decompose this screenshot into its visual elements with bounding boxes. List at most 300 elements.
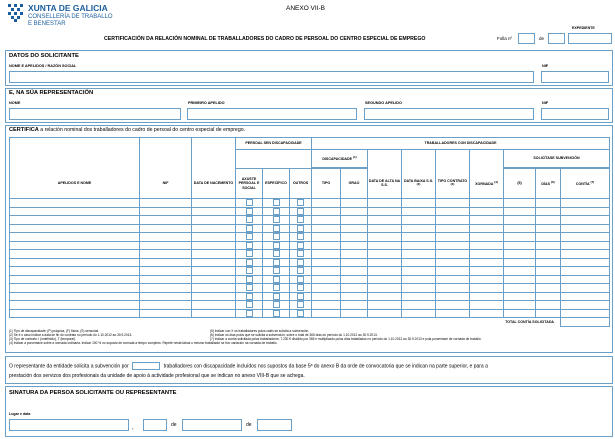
dept-line-1: CONSELLERÍA DE TRABALLO <box>28 14 113 20</box>
table-cell[interactable] <box>436 309 470 318</box>
checkbox-cell[interactable] <box>263 309 290 318</box>
table-cell[interactable] <box>402 241 436 250</box>
table-cell[interactable] <box>436 207 470 216</box>
table-cell[interactable] <box>470 241 504 250</box>
table-cell[interactable] <box>561 241 610 250</box>
row-checkbox[interactable] <box>297 225 304 232</box>
table-cell[interactable] <box>140 250 192 259</box>
table-cell[interactable] <box>368 258 402 267</box>
col-tipo: TIPO <box>312 169 341 199</box>
checkbox-cell[interactable] <box>263 241 290 250</box>
checkbox-cell[interactable] <box>263 224 290 233</box>
row-checkbox[interactable] <box>297 242 304 249</box>
checkbox-cell[interactable] <box>290 250 312 259</box>
table-cell[interactable] <box>10 292 140 301</box>
table-cell[interactable] <box>504 250 536 259</box>
table-cell[interactable] <box>140 233 192 242</box>
form-title: CERTIFICACIÓN DA RELACIÓN NOMINAL DE TRABALLADORES DO CADRO DE PERSOAL DO CENTRO ESPECIAL DE EMPREGO <box>104 36 426 42</box>
table-cell[interactable] <box>470 207 504 216</box>
representative-surname1-field[interactable] <box>187 108 357 120</box>
row-checkbox[interactable] <box>297 199 304 206</box>
table-cell[interactable] <box>402 258 436 267</box>
row-checkbox[interactable] <box>246 225 253 232</box>
table-cell[interactable] <box>436 275 470 284</box>
row-checkbox[interactable] <box>297 208 304 215</box>
year-field[interactable] <box>257 419 292 431</box>
checkbox-cell[interactable] <box>236 241 263 250</box>
table-cell[interactable] <box>436 199 470 208</box>
table-cell[interactable] <box>402 275 436 284</box>
checkbox-cell[interactable] <box>263 258 290 267</box>
row-checkbox[interactable] <box>246 259 253 266</box>
footnote-5: (5) Indicar cun X os traballadores polos cales se solicita a subvención. <box>210 329 310 333</box>
applicant-nif-field[interactable] <box>541 71 609 83</box>
table-cell[interactable] <box>536 241 561 250</box>
row-checkbox[interactable] <box>297 233 304 240</box>
table-cell[interactable] <box>312 309 341 318</box>
table-cell[interactable] <box>10 233 140 242</box>
table-cell[interactable] <box>10 275 140 284</box>
checkbox-cell[interactable] <box>236 216 263 225</box>
table-cell[interactable] <box>192 275 236 284</box>
table-cell[interactable] <box>436 301 470 310</box>
table-cell[interactable] <box>368 301 402 310</box>
table-cell[interactable] <box>436 267 470 276</box>
table-cell[interactable] <box>192 267 236 276</box>
row-checkbox[interactable] <box>246 276 253 283</box>
table-cell[interactable] <box>504 284 536 293</box>
table-cell[interactable] <box>341 233 368 242</box>
table-cell[interactable] <box>312 224 341 233</box>
table-cell[interactable] <box>504 233 536 242</box>
checkbox-cell[interactable] <box>290 284 312 293</box>
table-cell[interactable] <box>368 199 402 208</box>
table-cell[interactable] <box>561 284 610 293</box>
table-cell[interactable] <box>192 207 236 216</box>
table-cell[interactable] <box>312 241 341 250</box>
table-cell[interactable] <box>504 292 536 301</box>
checkbox-cell[interactable] <box>263 275 290 284</box>
applicant-nif-label: NIF <box>542 64 549 68</box>
table-cell[interactable] <box>402 233 436 242</box>
checkbox-cell[interactable] <box>236 207 263 216</box>
table-cell[interactable] <box>312 207 341 216</box>
table-cell[interactable] <box>368 241 402 250</box>
declaration-line-1 <box>9 362 488 370</box>
table-cell[interactable] <box>402 216 436 225</box>
table-cell[interactable] <box>341 250 368 259</box>
footnote-4: (4) Indicar a porcentaxe sobre a xornada ordinaria. Indicar 100 % no suposto de xornada a tempo completo. Repetir nesta táboa o mesmo traballador se tivo variación na xornada de traballo. <box>9 341 278 345</box>
row-checkbox[interactable] <box>273 225 280 232</box>
table-cell[interactable] <box>561 207 610 216</box>
row-checkbox[interactable] <box>273 216 280 223</box>
table-cell[interactable] <box>341 301 368 310</box>
checkbox-cell[interactable] <box>263 301 290 310</box>
table-cell[interactable] <box>402 267 436 276</box>
checkbox-cell[interactable] <box>263 284 290 293</box>
table-cell[interactable] <box>10 216 140 225</box>
checkbox-cell[interactable] <box>290 267 312 276</box>
table-cell[interactable] <box>561 250 610 259</box>
row-checkbox[interactable] <box>297 250 304 257</box>
row-checkbox[interactable] <box>246 216 253 223</box>
table-cell[interactable] <box>470 284 504 293</box>
applicant-section-title: DATOS DO SOLICITANTE <box>9 53 79 59</box>
table-cell[interactable] <box>402 199 436 208</box>
applicant-name-field[interactable] <box>9 71 534 83</box>
table-cell[interactable] <box>561 301 610 310</box>
table-cell[interactable] <box>561 224 610 233</box>
table-cell[interactable] <box>10 241 140 250</box>
table-cell[interactable] <box>368 275 402 284</box>
table-cell[interactable] <box>312 233 341 242</box>
table-cell[interactable] <box>470 309 504 318</box>
table-cell[interactable] <box>402 207 436 216</box>
table-cell[interactable] <box>10 301 140 310</box>
row-checkbox[interactable] <box>297 259 304 266</box>
row-checkbox[interactable] <box>297 293 304 300</box>
table-cell[interactable] <box>368 309 402 318</box>
workers-count-field[interactable] <box>132 362 160 370</box>
table-cell[interactable] <box>402 224 436 233</box>
checkbox-cell[interactable] <box>290 241 312 250</box>
table-cell[interactable] <box>140 267 192 276</box>
table-cell[interactable] <box>504 258 536 267</box>
table-cell[interactable] <box>192 216 236 225</box>
checkbox-cell[interactable] <box>290 292 312 301</box>
table-cell[interactable] <box>140 258 192 267</box>
row-checkbox[interactable] <box>273 250 280 257</box>
checkbox-cell[interactable] <box>236 301 263 310</box>
col-dias: DÍAS $^{(6)}$ <box>536 169 561 199</box>
row-checkbox[interactable] <box>297 216 304 223</box>
table-cell[interactable] <box>192 284 236 293</box>
table-cell[interactable] <box>341 207 368 216</box>
table-cell[interactable] <box>192 199 236 208</box>
checkbox-cell[interactable] <box>290 301 312 310</box>
org-name: XUNTA DE GALICIA <box>28 3 108 13</box>
checkbox-cell[interactable] <box>236 267 263 276</box>
col-tipo-contrato: TIPO CONTRATO $^{(3)}$ <box>436 169 470 199</box>
row-checkbox[interactable] <box>273 259 280 266</box>
checkbox-cell[interactable] <box>236 292 263 301</box>
table-cell[interactable] <box>368 267 402 276</box>
table-cell[interactable] <box>368 292 402 301</box>
table-row <box>10 224 610 233</box>
row-checkbox[interactable] <box>273 267 280 274</box>
table-cell[interactable] <box>436 258 470 267</box>
table-cell[interactable] <box>470 301 504 310</box>
checkbox-cell[interactable] <box>236 250 263 259</box>
representative-section-title: E, NA SÚA REPRESENTACIÓN <box>9 90 94 96</box>
table-cell[interactable] <box>470 258 504 267</box>
row-checkbox[interactable] <box>246 293 253 300</box>
total-field[interactable] <box>561 318 610 327</box>
row-checkbox[interactable] <box>246 250 253 257</box>
table-cell[interactable] <box>470 267 504 276</box>
table-cell[interactable] <box>312 216 341 225</box>
table-cell[interactable] <box>436 284 470 293</box>
table-cell[interactable] <box>10 284 140 293</box>
table-cell[interactable] <box>140 275 192 284</box>
table-cell[interactable] <box>470 292 504 301</box>
checkbox-cell[interactable] <box>290 207 312 216</box>
table-cell[interactable] <box>140 309 192 318</box>
table-cell[interactable] <box>536 309 561 318</box>
table-row <box>10 216 610 225</box>
table-cell[interactable] <box>561 199 610 208</box>
checkbox-cell[interactable] <box>236 199 263 208</box>
representative-name-field[interactable] <box>9 108 181 120</box>
table-cell[interactable] <box>561 267 610 276</box>
row-checkbox[interactable] <box>273 276 280 283</box>
table-cell[interactable] <box>140 224 192 233</box>
footnote-6: (6) Indicar os días polos que se solicita a subvención, sobre o total de 365 días do período do 1.10.2012 ao 30.9.2013. <box>210 333 378 337</box>
table-cell[interactable] <box>341 224 368 233</box>
table-cell[interactable] <box>536 207 561 216</box>
row-checkbox[interactable] <box>273 284 280 291</box>
table-cell[interactable] <box>561 292 610 301</box>
table-cell[interactable] <box>561 216 610 225</box>
checkbox-cell[interactable] <box>290 224 312 233</box>
checkbox-cell[interactable] <box>236 233 263 242</box>
col-contia: CONTÍA $^{(7)}$ <box>561 169 610 199</box>
table-cell[interactable] <box>536 199 561 208</box>
row-checkbox[interactable] <box>273 233 280 240</box>
table-cell[interactable] <box>312 199 341 208</box>
row-checkbox[interactable] <box>246 310 253 317</box>
table-cell[interactable] <box>192 241 236 250</box>
row-checkbox[interactable] <box>273 242 280 249</box>
table-cell[interactable] <box>10 258 140 267</box>
col-data-nacemento: DATA DE NACEMENTO <box>192 169 236 199</box>
table-cell[interactable] <box>536 292 561 301</box>
table-cell[interactable] <box>312 275 341 284</box>
row-checkbox[interactable] <box>246 301 253 308</box>
row-checkbox[interactable] <box>273 301 280 308</box>
table-cell[interactable] <box>561 275 610 284</box>
table-cell[interactable] <box>561 258 610 267</box>
checkbox-cell[interactable] <box>263 199 290 208</box>
table-cell[interactable] <box>470 224 504 233</box>
table-cell[interactable] <box>312 267 341 276</box>
place-field[interactable] <box>9 419 129 431</box>
table-cell[interactable] <box>402 301 436 310</box>
table-cell[interactable] <box>312 301 341 310</box>
col-discapacidade: DISCAPACIDADE $^{(1)}$ <box>312 150 368 168</box>
row-checkbox[interactable] <box>246 208 253 215</box>
table-cell[interactable] <box>536 267 561 276</box>
expediente-field[interactable] <box>568 33 612 44</box>
table-cell[interactable] <box>536 301 561 310</box>
folla-number-field[interactable] <box>518 33 535 44</box>
table-cell[interactable] <box>536 233 561 242</box>
row-checkbox[interactable] <box>246 233 253 240</box>
table-cell[interactable] <box>10 207 140 216</box>
day-field[interactable] <box>143 419 167 431</box>
certifies-body: a relación nominal dos traballadores do cadro de persoal do centro especial de emprego. <box>38 127 246 133</box>
table-cell[interactable] <box>536 216 561 225</box>
table-cell[interactable] <box>436 292 470 301</box>
row-checkbox[interactable] <box>297 301 304 308</box>
row-checkbox[interactable] <box>273 310 280 317</box>
checkbox-cell[interactable] <box>290 199 312 208</box>
checkbox-cell[interactable] <box>236 275 263 284</box>
table-cell[interactable] <box>192 292 236 301</box>
row-checkbox[interactable] <box>273 199 280 206</box>
table-cell[interactable] <box>504 267 536 276</box>
workers-table-body <box>10 199 610 318</box>
table-cell[interactable] <box>341 284 368 293</box>
table-cell[interactable] <box>504 301 536 310</box>
date-de-1: de <box>171 422 177 428</box>
table-cell[interactable] <box>470 275 504 284</box>
table-cell[interactable] <box>140 207 192 216</box>
checkbox-cell[interactable] <box>263 292 290 301</box>
table-cell[interactable] <box>341 199 368 208</box>
table-cell[interactable] <box>140 301 192 310</box>
row-checkbox[interactable] <box>273 293 280 300</box>
table-cell[interactable] <box>368 207 402 216</box>
checkbox-cell[interactable] <box>263 267 290 276</box>
date-de-2: de <box>246 422 252 428</box>
checkbox-cell[interactable] <box>263 216 290 225</box>
table-cell[interactable] <box>312 292 341 301</box>
table-cell[interactable] <box>470 216 504 225</box>
row-checkbox[interactable] <box>297 310 304 317</box>
table-cell[interactable] <box>10 250 140 259</box>
table-cell[interactable] <box>536 224 561 233</box>
table-cell[interactable] <box>192 301 236 310</box>
table-cell[interactable] <box>504 309 536 318</box>
table-cell[interactable] <box>402 250 436 259</box>
table-cell[interactable] <box>341 241 368 250</box>
table-cell[interactable] <box>192 233 236 242</box>
checkbox-cell[interactable] <box>290 275 312 284</box>
checkbox-cell[interactable] <box>236 224 263 233</box>
table-cell[interactable] <box>10 224 140 233</box>
table-cell[interactable] <box>561 309 610 318</box>
folla-total-field[interactable] <box>548 33 565 44</box>
table-cell[interactable] <box>536 258 561 267</box>
table-cell[interactable] <box>312 284 341 293</box>
row-checkbox[interactable] <box>246 284 253 291</box>
checkbox-cell[interactable] <box>263 233 290 242</box>
checkbox-cell[interactable] <box>290 216 312 225</box>
table-cell[interactable] <box>312 258 341 267</box>
group-con-discapacidade: TRABALLADORES CON DISCAPACIDADE <box>312 138 610 150</box>
table-cell[interactable] <box>436 216 470 225</box>
table-cell[interactable] <box>341 292 368 301</box>
table-cell[interactable] <box>192 224 236 233</box>
row-checkbox[interactable] <box>297 284 304 291</box>
checkbox-cell[interactable] <box>236 284 263 293</box>
table-cell[interactable] <box>140 284 192 293</box>
table-cell[interactable] <box>140 216 192 225</box>
table-cell[interactable] <box>10 199 140 208</box>
table-cell[interactable] <box>536 284 561 293</box>
table-cell[interactable] <box>368 284 402 293</box>
table-cell[interactable] <box>341 309 368 318</box>
table-cell[interactable] <box>536 275 561 284</box>
table-cell[interactable] <box>504 207 536 216</box>
table-cell[interactable] <box>368 216 402 225</box>
table-cell[interactable] <box>504 241 536 250</box>
row-checkbox[interactable] <box>246 199 253 206</box>
month-field[interactable] <box>182 419 242 431</box>
representative-nif-field[interactable] <box>541 108 609 120</box>
table-cell[interactable] <box>470 199 504 208</box>
checkbox-cell[interactable] <box>236 258 263 267</box>
declaration-line-2: prestación dos servizos dos profesionais da unidade de apoio á actividade profesional que se indican no anexo VIII-B que se achega. <box>9 373 305 379</box>
table-cell[interactable] <box>504 275 536 284</box>
table-cell[interactable] <box>402 309 436 318</box>
representative-surname2-label: SEGUNDO APELIDO <box>365 101 402 105</box>
table-cell[interactable] <box>192 309 236 318</box>
row-checkbox[interactable] <box>297 276 304 283</box>
table-cell[interactable] <box>341 258 368 267</box>
table-cell[interactable] <box>504 199 536 208</box>
table-cell[interactable] <box>368 250 402 259</box>
checkbox-cell[interactable] <box>263 207 290 216</box>
table-cell[interactable] <box>561 233 610 242</box>
place-date-label: Lugar e data <box>9 412 31 416</box>
table-cell[interactable] <box>536 250 561 259</box>
table-cell[interactable] <box>10 309 140 318</box>
representative-nif-label: NIF <box>542 101 549 105</box>
col-xornada: XORNADA $^{(4)}$ <box>470 169 504 199</box>
table-cell[interactable] <box>10 267 140 276</box>
table-cell[interactable] <box>312 250 341 259</box>
table-cell[interactable] <box>341 275 368 284</box>
table-cell[interactable] <box>402 292 436 301</box>
checkbox-cell[interactable] <box>263 250 290 259</box>
table-cell[interactable] <box>140 292 192 301</box>
table-cell[interactable] <box>504 216 536 225</box>
table-cell[interactable] <box>140 241 192 250</box>
table-cell[interactable] <box>341 216 368 225</box>
col-apelidos: APELIDOS E NOME <box>10 169 140 199</box>
table-cell[interactable] <box>436 241 470 250</box>
table-cell[interactable] <box>368 233 402 242</box>
checkbox-cell[interactable] <box>290 233 312 242</box>
table-row <box>10 207 610 216</box>
table-cell[interactable] <box>140 199 192 208</box>
representative-surname2-field[interactable] <box>364 108 534 120</box>
table-cell[interactable] <box>192 250 236 259</box>
table-cell[interactable] <box>436 233 470 242</box>
table-cell[interactable] <box>470 250 504 259</box>
table-cell[interactable] <box>368 224 402 233</box>
checkbox-cell[interactable] <box>236 309 263 318</box>
row-checkbox[interactable] <box>297 267 304 274</box>
table-cell[interactable] <box>341 267 368 276</box>
representative-surname1-label: PRIMEIRO APELIDO <box>188 101 225 105</box>
table-cell[interactable] <box>436 250 470 259</box>
table-cell[interactable] <box>470 233 504 242</box>
table-cell[interactable] <box>402 284 436 293</box>
checkbox-cell[interactable] <box>290 309 312 318</box>
table-cell[interactable] <box>192 258 236 267</box>
declaration-part-1: O representante da entidade solicita a subvención por <box>9 363 129 370</box>
row-checkbox[interactable] <box>246 242 253 249</box>
row-checkbox[interactable] <box>246 267 253 274</box>
certifies-lead: CERTIFICA <box>9 127 39 133</box>
checkbox-cell[interactable] <box>290 258 312 267</box>
table-cell[interactable] <box>436 224 470 233</box>
table-cell[interactable] <box>504 224 536 233</box>
row-checkbox[interactable] <box>273 208 280 215</box>
